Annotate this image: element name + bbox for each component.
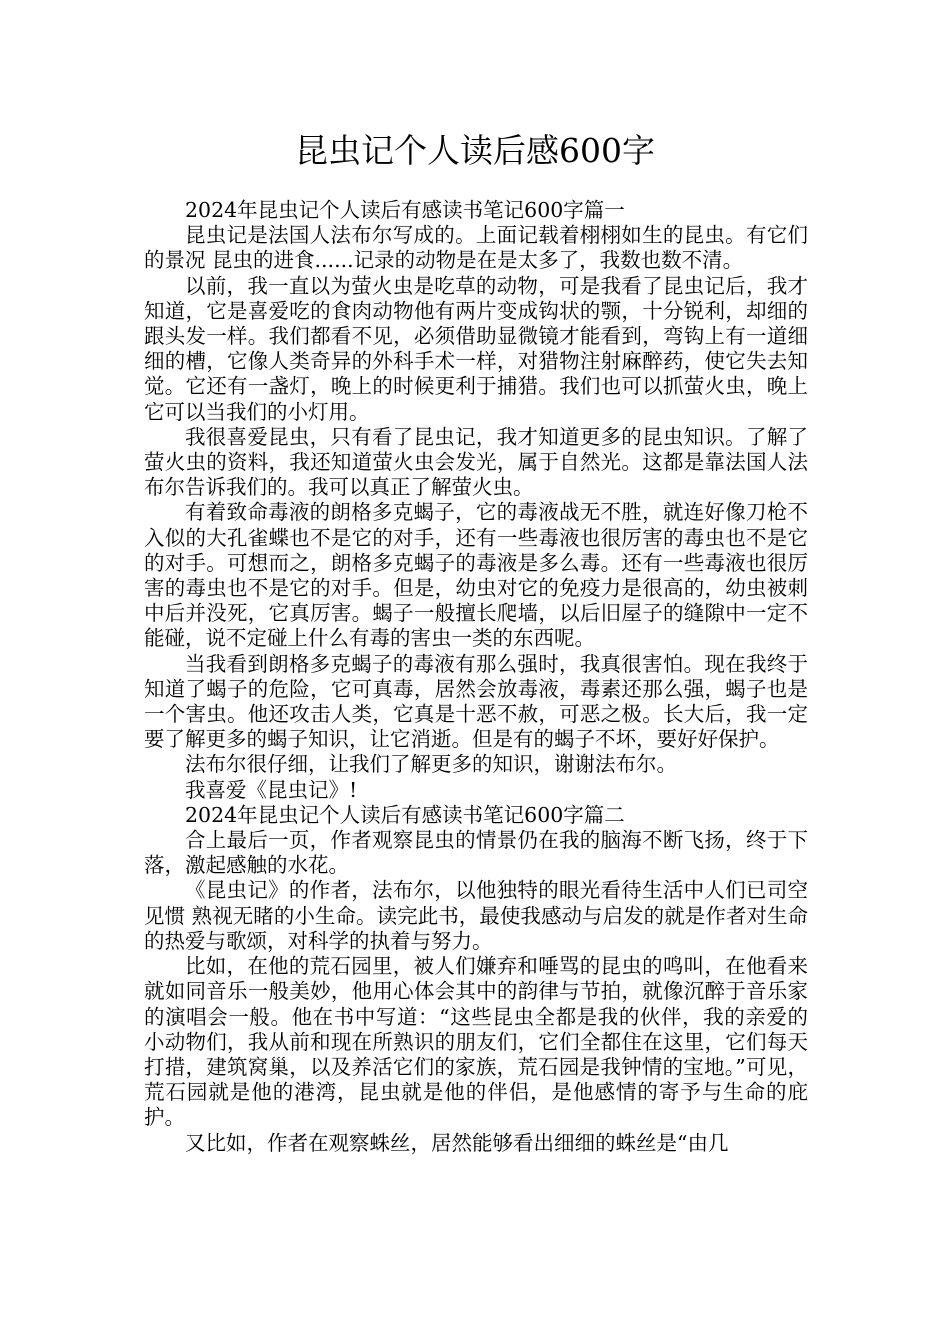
paragraph: 比如，在他的荒石园里，被人们嫌弃和唾骂的昆虫的鸣叫，在他看来就如同音乐一般美妙，他用心体会其中的韵律与节拍，就像沉醉于音乐家的演唱会一般。他在书中写道：“这些昆虫全都是我的伙伴，我的亲爱的小动物们，我从前和现在所熟识的朋友们，它们全都住在这里，它们每天打措，建筑窝巢，以及养活它们的家族，荒石园是我钟情的宝地。”可见，荒石园就是他的港湾，昆虫就是他的伴侣，是他感情的寄予与生命的庇护。 <box>144 954 808 1130</box>
document-title: 昆虫记个人读后感600字 <box>295 131 655 170</box>
document-body <box>144 198 808 1156</box>
paragraph: 当我看到朗格多克蝎子的毒液有那么强时，我真很害怕。现在我终于知道了蝎子的危险，它可真毒，居然会放毒液，毒素还那么强，蝎子也是一个害虫。他还攻击人类，它真是十恶不赦，可恶之极。长大后，我一定要了解更多的蝎子知识，让它消逝。但是有的蝎子不坏，要好好保护。 <box>144 651 808 752</box>
section-heading-1: 2024年昆虫记个人读后有感读书笔记600字篇一 <box>185 198 625 222</box>
paragraph: 以前，我一直以为萤火虫是吃草的动物，可是我看了昆虫记后，我才知道，它是喜爱吃的食肉动物他有两片变成钩状的颚，十分锐利，却细的跟头发一样。我们都看不见，必须借助显微镜才能看到，弯钩上有一道细细的槽，它像人类奇异的外科手术一样，对猎物注射麻醉药，使它失去知觉。它还有一盏灯，晚上的时候更利于捕猎。我们也可以抓萤火虫，晚上它可以当我们的小灯用。 <box>144 273 808 424</box>
paragraph: 《昆虫记》的作者，法布尔，以他独特的眼光看待生活中人们已司空见惯 熟视无睹的小生命。读完此书，最使我感动与启发的就是作者对生命的热爱与歌颂，对科学的执着与努力。 <box>144 878 808 953</box>
paragraph: 我喜爱《昆虫记》! <box>185 777 358 802</box>
paragraph: 又比如，作者在观察蛛丝，居然能够看出细细的蛛丝是“由几 <box>185 1130 729 1155</box>
section-heading-2: 2024年昆虫记个人读后有感读书笔记600字篇二 <box>185 802 625 827</box>
paragraph: 合上最后一页，作者观察昆虫的情景仍在我的脑海不断飞扬，终于下落，激起感触的水花。 <box>144 828 808 878</box>
paragraph: 有着致命毒液的朗格多克蝎子，它的毒液战无不胜，就连好像刀枪不入似的大孔雀蝶也不是它的对手，还有一些毒液也很厉害的毒虫也不是它的对手。可想而之，朗格多克蝎子的毒液是多么毒。还有一些毒液也很厉害的毒虫也不是它的对手。但是，幼虫对它的免疫力是很高的，幼虫被刺中后并没死，它真厉害。蝎子一般擅长爬墙，以后旧屋子的缝隙中一定不能碰，说不定碰上什么有毒的害虫一类的东西呢。 <box>144 500 808 651</box>
paragraph: 我很喜爱昆虫，只有看了昆虫记，我才知道更多的昆虫知识。了解了萤火虫的资料，我还知道萤火虫会发光，属于自然光。这都是靠法国人法布尔告诉我们的。我可以真正了解萤火虫。 <box>144 424 808 500</box>
paragraph: 昆虫记是法国人法布尔写成的。上面记载着栩栩如生的昆虫。有它们的景况 昆虫的进食......记录的动物是在是太多了，我数也数不清。 <box>144 223 808 273</box>
paragraph: 法布尔很仔细，让我们了解更多的知识，谢谢法布尔。 <box>185 752 677 777</box>
